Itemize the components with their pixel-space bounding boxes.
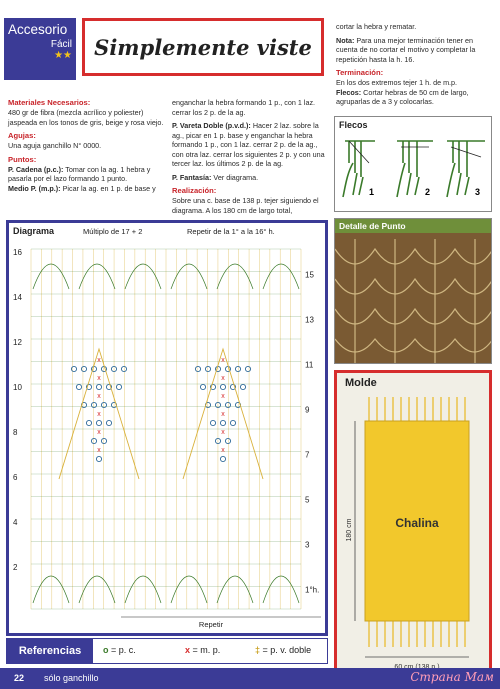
row-number-right: 13 — [305, 315, 314, 325]
chain-stitch-mark — [71, 366, 76, 371]
row-number-left: 10 — [13, 383, 22, 392]
references-title: Referencias — [7, 639, 93, 663]
nota-term: Nota: — [336, 35, 355, 45]
single-crochet-mark: x — [221, 429, 225, 436]
molde-piece-name: Chalina — [395, 516, 439, 530]
molde-height: 180 cm — [346, 518, 353, 542]
diagram-title: Diagrama — [13, 226, 55, 236]
single-crochet-mark: x — [221, 393, 225, 400]
single-meaning: = m. p. — [192, 645, 221, 655]
stitch-detail-photo — [334, 218, 492, 364]
chain-stitch-mark — [76, 384, 81, 389]
chain-stitch-mark — [225, 438, 230, 443]
single-crochet-mark: x — [97, 411, 101, 418]
flecos-step-2: 2 — [425, 187, 431, 197]
row-number-right: 3 — [305, 540, 310, 550]
chain-stitch-mark — [225, 402, 230, 407]
chain-stitch-mark — [91, 402, 96, 407]
materials-heading: Materiales Necesarios: — [8, 98, 91, 107]
fan-stitch-mark — [217, 576, 253, 603]
row-number-left: 2 — [13, 563, 18, 572]
section-title: Accesorio — [8, 22, 68, 37]
difficulty-level: Fácil — [50, 39, 72, 50]
row-number-right: 15 — [305, 270, 314, 280]
row-number-left: 14 — [13, 293, 22, 302]
row-number-left: 8 — [13, 428, 18, 437]
single-crochet-mark: x — [97, 429, 101, 436]
stitches-heading: Puntos: — [8, 154, 37, 164]
section-badge — [4, 18, 76, 80]
chain-stitch-mark — [106, 420, 111, 425]
page-footer — [0, 668, 500, 689]
single-crochet-mark: x — [221, 357, 225, 364]
cadena-text: Tomar con la ag. 1 hebra y pasarla por el lazo formando 1 punto. — [8, 164, 151, 184]
diagram-multiple: Múltiplo de 17 + 2 — [83, 227, 143, 236]
row-number-left: 12 — [13, 338, 22, 347]
fan-stitch-mark — [79, 264, 115, 289]
row-number-left: 4 — [13, 518, 18, 527]
fantasia-text: Ver diagrama. — [213, 172, 259, 182]
chain-stitch-mark — [195, 366, 200, 371]
chain-stitch-mark — [240, 384, 245, 389]
instructions-column-3 — [336, 22, 492, 107]
needles-text: Una aguja ganchillo N° 0000. — [8, 141, 102, 151]
legend-single — [185, 645, 220, 655]
chain-stitch-mark — [81, 366, 86, 371]
medio-term: Medio P. (m.p.): — [8, 183, 61, 193]
realizacion-continued: cortar la hebra y rematar. — [336, 22, 417, 31]
double-meaning: = p. v. doble — [262, 645, 312, 655]
flecos-step-3: 3 — [475, 187, 481, 197]
chain-stitch-mark — [116, 384, 121, 389]
flecos-label: Flecos — [339, 120, 368, 130]
crochet-diagram — [6, 220, 328, 636]
single-symbol: x — [185, 645, 191, 655]
watermark: Страна Мам — [410, 670, 494, 684]
chain-stitch-mark — [230, 420, 235, 425]
vareta-text: Hacer 2 laz. sobre la ag., picar en 1 p. base y enganchar la hebra formando 1 p., con 1 laz. cerrar 2 p. de la ag., con otra laz. cerrar los siguientes 2 p. y con una tercer laz. los últimos 2 p. de la ag. — [172, 121, 325, 168]
single-crochet-mark: x — [97, 375, 101, 382]
instructions-column-1 — [8, 98, 168, 193]
fantasia-term: P. Fantasía: — [172, 172, 212, 182]
chain-stitch-mark — [220, 456, 225, 461]
chain-stitch-mark — [101, 402, 106, 407]
repeat-label: Repetir — [198, 620, 224, 629]
chain-stitch-mark — [200, 384, 205, 389]
medio-text: Picar la ag. en 1 p. de base y — [62, 183, 156, 193]
molde-label: Molde — [345, 377, 377, 389]
materials-text: 480 gr de fibra (mezcla acrílico y poliester) jaspeada en los tonos de gris, beige y rosa viejo. — [8, 108, 164, 127]
page-number: 22 — [14, 673, 25, 683]
detalle-label: Detalle de Punto — [335, 219, 491, 233]
chain-stitch-mark — [96, 384, 101, 389]
legend-chain — [103, 645, 136, 655]
single-crochet-mark: x — [221, 375, 225, 382]
nota-text: Para una mejor terminación tener en cuenta de no cortar el motivo y completar la repetición hasta la h. 16. — [336, 35, 476, 64]
magazine-name: sólo ganchillo — [44, 673, 99, 683]
terminacion-heading: Terminación: — [336, 68, 384, 77]
single-crochet-mark: x — [221, 411, 225, 418]
chain-meaning: = p. c. — [111, 645, 136, 655]
flecos-step-1: 1 — [369, 187, 375, 197]
medio-continued: enganchar la hebra formando 1 p., con 1 laz. cerrar los 2 p. de la ag. — [172, 98, 316, 117]
row-number-right: 1°h. — [305, 585, 320, 595]
references-legend — [6, 638, 328, 664]
row-number-right: 5 — [305, 495, 310, 505]
chain-stitch-mark — [220, 384, 225, 389]
single-crochet-mark: x — [97, 447, 101, 454]
chain-stitch-mark — [121, 366, 126, 371]
flecos-term: Flecos: — [336, 87, 362, 97]
title-banner — [82, 18, 324, 76]
row-number-left: 16 — [13, 248, 22, 257]
single-crochet-mark: x — [97, 393, 101, 400]
lace-texture — [335, 219, 492, 364]
row-number-right: 11 — [305, 360, 314, 370]
vareta-term: P. Vareta Doble (p.v.d.): — [172, 121, 251, 130]
chain-stitch-mark — [235, 366, 240, 371]
stitch-chart — [9, 239, 325, 635]
chain-stitch-mark — [210, 420, 215, 425]
chain-stitch-mark — [220, 420, 225, 425]
realizacion-text: Sobre una c. base de 138 p. tejer siguiendo el diagrama. A los 180 cm de largo total, — [172, 196, 319, 215]
needles-heading: Agujas: — [8, 131, 36, 141]
row-number-right: 9 — [305, 405, 310, 415]
chain-stitch-mark — [96, 420, 101, 425]
fan-stitch-mark — [33, 264, 69, 289]
page-title: Simplemente viste — [94, 34, 312, 60]
double-symbol: ‡ — [255, 645, 261, 655]
chain-stitch-mark — [91, 438, 96, 443]
fan-stitch-mark — [79, 576, 115, 603]
chain-symbol: o — [103, 645, 109, 655]
chain-stitch-mark — [101, 438, 106, 443]
diagram-repeat: Repetir de la 1° a la 16° h. — [187, 227, 275, 236]
fan-stitch-mark — [33, 576, 69, 603]
difficulty-stars: ★★ — [54, 50, 72, 61]
chain-stitch-mark — [96, 456, 101, 461]
flecos-illustration — [334, 116, 492, 212]
scarf-shape-drawing — [337, 395, 489, 675]
chain-stitch-mark — [205, 366, 210, 371]
fringe-steps-drawing — [335, 133, 491, 209]
single-crochet-mark: x — [97, 357, 101, 364]
flecos-text: Cortar hebras de 50 cm de largo, agruparlas de a 3 y colocarlas. — [336, 87, 469, 107]
fan-stitch-mark — [263, 264, 299, 289]
cadena-term: P. Cadena (p.c.): — [8, 164, 64, 174]
legend-double — [255, 645, 311, 655]
row-number-right: 7 — [305, 450, 310, 460]
single-crochet-mark: x — [221, 447, 225, 454]
chain-stitch-mark — [86, 420, 91, 425]
row-number-left: 6 — [13, 473, 18, 482]
realizacion-heading: Realización: — [172, 186, 217, 195]
terminacion-text: En los dos extremos tejer 1 h. de m.p. — [336, 78, 458, 88]
fan-stitch-mark — [217, 264, 253, 289]
pattern-shape-panel — [334, 370, 492, 680]
chain-stitch-mark — [245, 366, 250, 371]
fan-stitch-mark — [263, 576, 299, 603]
instructions-column-2 — [172, 98, 328, 219]
